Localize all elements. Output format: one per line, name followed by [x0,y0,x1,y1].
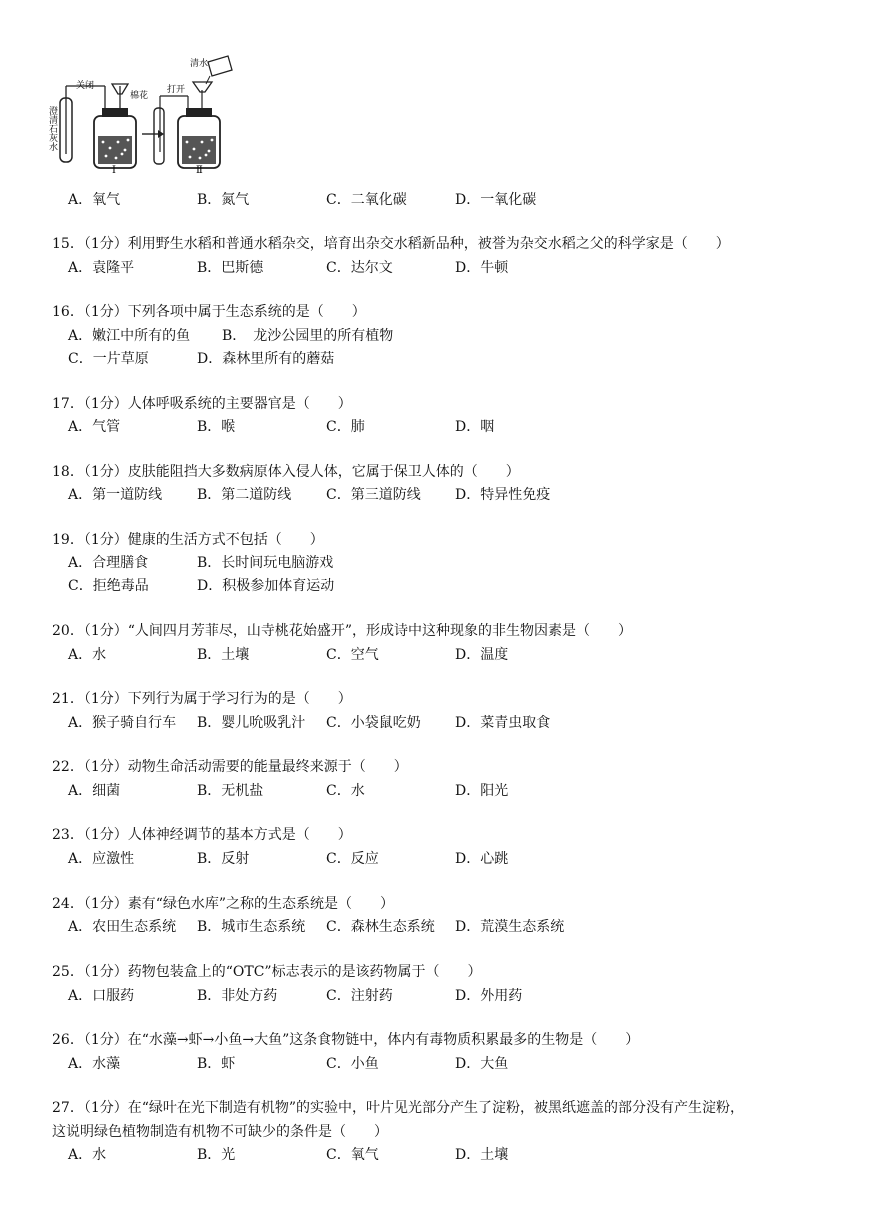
option-d: D．阳光 [455,783,509,799]
option-a: A．袁隆平 [68,260,135,276]
question-23-stem: 23．（1分）人体神经调节的基本方式是（ ） [52,827,352,843]
option-a: A．第一道防线 [68,487,163,503]
option-b: B．城市生态系统 [197,919,306,935]
option-c: C．肺 [326,419,365,435]
option-d: D．外用药 [455,988,523,1004]
question-25-stem: 25．（1分）药物包装盒上的“OTC”标志表示的是该药物属于（ ） [52,964,482,980]
option-c: C．达尔文 [326,260,393,276]
option-d: D．咽 [455,419,495,435]
option-d: D．温度 [455,647,509,663]
option-d: D．大鱼 [455,1056,509,1072]
option-d: D．土壤 [455,1147,509,1163]
option-d: D．积极参加体育运动 [197,578,335,594]
option-a: A．农田生态系统 [68,919,177,935]
option-d: D．牛顿 [455,260,509,276]
option-d: D．菜青虫取食 [455,715,551,731]
option-b: B．巴斯德 [197,260,264,276]
label-open: 打开 [167,85,186,95]
option-b: B．喉 [197,419,236,435]
apparatus-drawing [47,56,235,176]
experiment-figure [47,56,235,176]
option-b: B．土壤 [197,647,250,663]
option-a: A．水藻 [68,1056,121,1072]
option-c: C．小鱼 [326,1056,379,1072]
option-c: C．一片草原 [68,351,149,367]
question-27-stem: 27．（1分）在“绿叶在光下制造有机物”的实验中，叶片见光部分产生了淀粉，被黑纸遮盖的部分没有产生淀粉， [52,1100,745,1116]
option-d: D．心跳 [455,851,509,867]
question-27-stem-cont: 这说明绿色植物制造有机物不可缺少的条件是（ ） [52,1124,388,1140]
option-c: C．空气 [326,647,379,663]
option-c: C．小袋鼠吃奶 [326,715,421,731]
option-b: B．虾 [197,1056,236,1072]
option-c: C．第三道防线 [326,487,421,503]
option-b: B．无机盐 [197,783,264,799]
option-b: B．光 [197,1147,236,1163]
label-closed: 关闭 [76,81,95,91]
label-water: 清水 [190,59,209,69]
option-a: A．合理膳食 [68,555,149,571]
option-a: A．水 [68,1147,107,1163]
question-22-stem: 22．（1分）动物生命活动需要的能量最终来源于（ ） [52,759,408,775]
option-a: A．应激性 [68,851,135,867]
option-a: A．口服药 [68,988,135,1004]
question-20-stem: 20．（1分）“人间四月芳菲尽，山寺桃花始盛开”，形成诗中这种现象的非生物因素是（ ） [52,623,633,639]
option-a: A．嫩江中所有的鱼 [68,328,191,344]
question-16-stem: 16．（1分）下列各项中属于生态系统的是（ ） [52,304,366,320]
option-d: D．特异性免疫 [455,487,551,503]
option-b: B．反射 [197,851,250,867]
option-d: D．森林里所有的蘑菇 [197,351,335,367]
option-b: B．氮气 [197,192,250,208]
option-c: C．二氧化碳 [326,192,407,208]
question-26-stem: 26．（1分）在“水藻→虾→小鱼→大鱼”这条食物链中，体内有毒物质积累最多的生物是（ ） [52,1032,640,1048]
label-left-tube: 澄清石灰水 [47,106,57,151]
option-a: A．气管 [68,419,121,435]
option-a: A．水 [68,647,107,663]
option-b: B．长时间玩电脑游戏 [197,555,334,571]
option-d: D．一氧化碳 [455,192,537,208]
option-a: A．猴子骑自行车 [68,715,177,731]
option-b: B．婴儿吮吸乳汁 [197,715,306,731]
option-c: C．注射药 [326,988,393,1004]
question-21-stem: 21．（1分）下列行为属于学习行为的是（ ） [52,691,352,707]
option-a: A．氧气 [68,192,121,208]
option-d: D．荒漠生态系统 [455,919,565,935]
label-panel-2: Ⅱ [196,165,203,176]
option-c: C．氧气 [326,1147,379,1163]
question-24-stem: 24．（1分）素有“绿色水库”之称的生态系统是（ ） [52,896,395,912]
label-cotton: 棉花 [130,91,149,101]
label-panel-1: Ⅰ [112,165,116,176]
option-b: B． 龙沙公园里的所有植物 [222,328,394,344]
option-a: A．细菌 [68,783,121,799]
question-15-stem: 15．（1分）利用野生水稻和普通水稻杂交，培育出杂交水稻新品种，被誉为杂交水稻之父的科学家是（ ） [52,236,730,252]
option-b: B．非处方药 [197,988,278,1004]
option-c: C．拒绝毒品 [68,578,149,594]
option-c: C．森林生态系统 [326,919,435,935]
option-c: C．水 [326,783,365,799]
option-b: B．第二道防线 [197,487,292,503]
question-17-stem: 17．（1分）人体呼吸系统的主要器官是（ ） [52,396,352,412]
option-c: C．反应 [326,851,379,867]
question-19-stem: 19．（1分）健康的生活方式不包括（ ） [52,532,324,548]
question-18-stem: 18．（1分）皮肤能阻挡大多数病原体入侵人体，它属于保卫人体的（ ） [52,464,520,480]
